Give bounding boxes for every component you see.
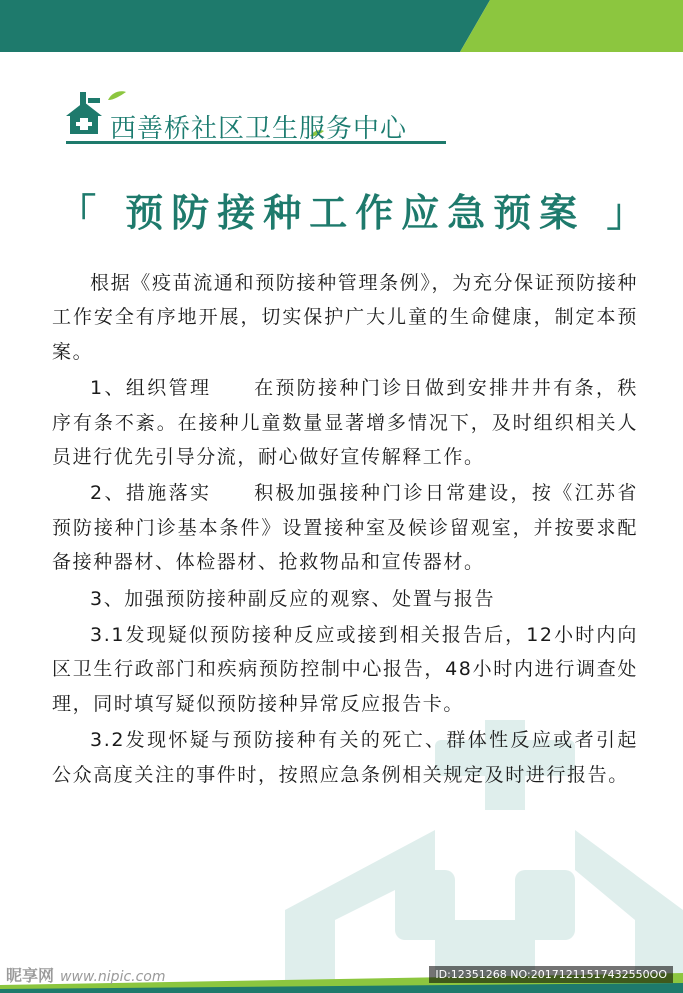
paragraph-adverse-reaction-heading: 3、加强预防接种副反应的观察、处置与报告 (90, 587, 496, 610)
organization-name: 西善桥社区卫生服务中心 (110, 114, 408, 144)
top-decorative-band (0, 0, 683, 52)
watermark-brand: 昵享网 (6, 966, 55, 985)
paragraph-section-3-2: 3.2发现怀疑与预防接种有关的死亡、群体性反应或者引起公众高度关注的事件时，按照应急条例相关规定及时进行报告。 (52, 729, 638, 786)
image-id-label: ID:12351268 NO:20171211517432550OO (429, 966, 673, 983)
paragraph-section-3-1: 3.1发现疑似预防接种反应或接到相关报告后，12小时内向区卫生行政部门和疾病预防控制中心报告，48小时内进行调查处理，同时填写疑似预防接种异常反应报告卡。 (52, 624, 638, 715)
document-body (52, 266, 638, 794)
paragraph-measures: 2、措施落实 积极加强接种门诊日常建设，按《江苏省预防接种门诊基本条件》设置接种室及候诊留观室，并按要求配备接种器材、体检器材、抢救物品和宣传器材。 (52, 482, 638, 574)
watermark-text (6, 963, 166, 986)
document-title: 「 预防接种工作应急预案 」 (58, 191, 653, 235)
paragraph-intro: 根据《疫苗流通和预防接种管理条例》，为充分保证预防接种工作安全有序地开展，切实保护广大儿童的生命健康，制定本预案。 (52, 272, 638, 363)
watermark-site: www.nipic.com (60, 969, 166, 985)
paragraph-organization-management: 1、组织管理 在预防接种门诊日做到安排井井有条，秩序有条不紊。在接种儿童数量显著增多情况下，及时组织相关人员进行优先引导分流，耐心做好宣传解释工作。 (52, 377, 638, 469)
